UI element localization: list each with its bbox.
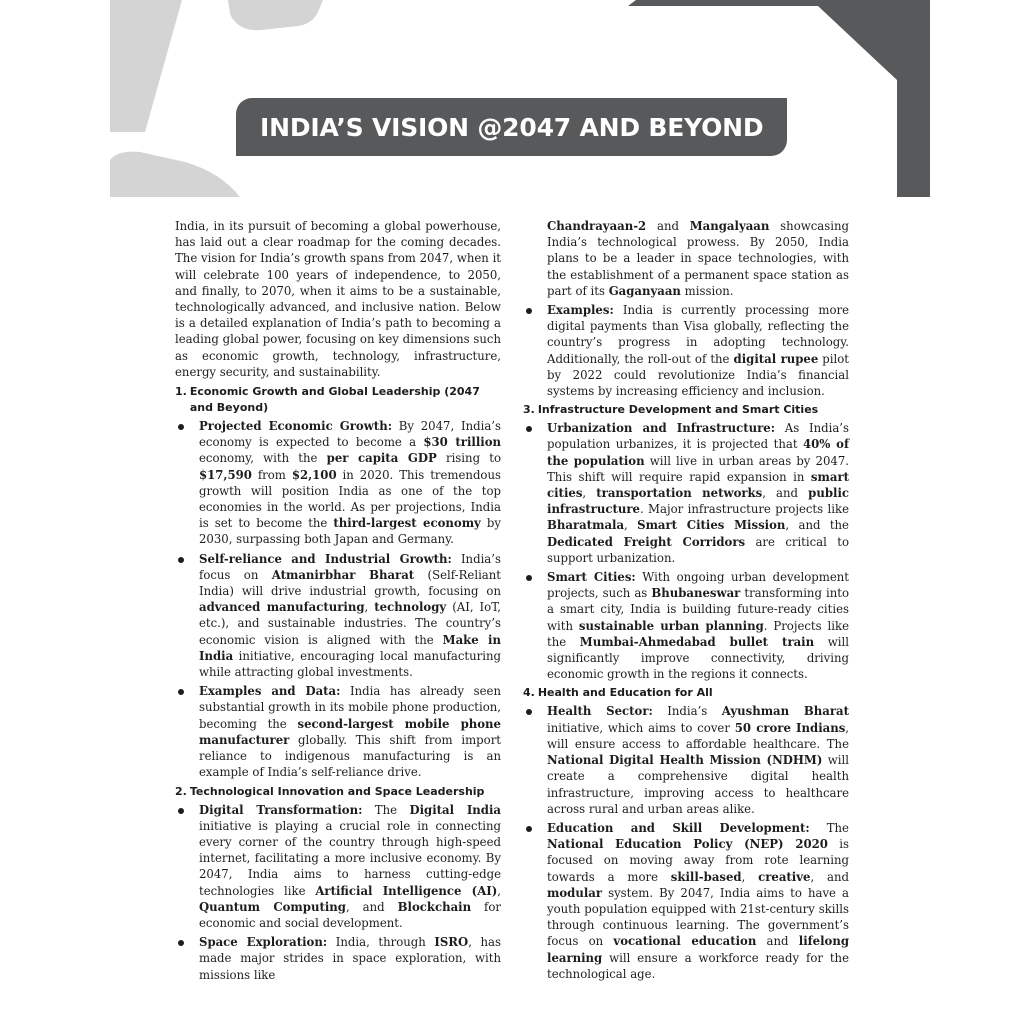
- section-heading-infrastructure: 3. Infrastructure Development and Smart Cities: [523, 403, 819, 417]
- left-column: [175, 218, 501, 986]
- list-item: Urbanization and Infrastructure: As India’s population urbanizes, it is projected that 40% of the population will live in urban areas by 2047. This shift will require rapid expansion in smart cities, transportation networks, and public infrastructure. Major infrastructure projects like Bharatmala, Smart Cities Mission, and the Dedicated Freight Corridors are critical to support urbanization.: [523, 420, 849, 566]
- list-item: Education and Skill Development: The National Education Policy (NEP) 2020 is focused on moving away from rote learning towards a more skill-based, creative, and modular system. By 2047, India aims to have a youth population equipped with 21st-century skills through continuous learning. The government’s focus on vocational education and lifelong learning will ensure a workforce ready for the technological age.: [523, 820, 849, 982]
- infrastructure-list: [523, 420, 849, 682]
- section-heading-health-education: 4. Health and Education for All: [523, 686, 713, 700]
- list-item: Self-reliance and Industrial Growth: India’s focus on Atmanirbhar Bharat (Self-Reliant India) will drive industrial growth, focusing on advanced manufacturing, technology (AI, IoT, etc.), and sustainable industries. The country’s economic vision is aligned with the Make in India initiative, encouraging local manufacturing while attracting global investments.: [175, 551, 501, 681]
- list-item-continued: Chandrayaan-2 and Mangalyaan showcasing India’s technological prowess. By 2050, India plans to be a leader in space technologies, with the establishment of a permanent space station as part of its Gaganyaan mission.: [547, 219, 849, 298]
- title-banner: [236, 98, 787, 156]
- page-title: INDIA’S VISION @2047 AND BEYOND: [260, 112, 764, 142]
- economic-growth-list: [175, 418, 501, 780]
- list-item: Health Sector: India’s Ayushman Bharat initiative, which aims to cover 50 crore Indians, will ensure access to affordable healthcare. The National Digital Health Mission (NDHM) will create a comprehensive digital health infrastructure, improving access to healthcare across rural and urban areas alike.: [523, 703, 849, 816]
- right-column: [523, 218, 849, 985]
- intro-paragraph: India, in its pursuit of becoming a global powerhouse, has laid out a clear roadmap for the coming decades. The vision for India’s growth spans from 2047, when it will celebrate 100 years of independence, to 2050, and finally, to 2070, when it aims to be a sustainable, technologically advanced, and inclusive nation. Below is a detailed explanation of India’s path to becoming a leading global power, focusing on key dimensions such as economic growth, technology, infrastructure, energy security, and sustainability.: [175, 219, 501, 379]
- section-heading-economic-growth: 1. Economic Growth and Global Leadership (2047 and Beyond): [175, 385, 480, 415]
- list-item: Smart Cities: With ongoing urban development projects, such as Bhubaneswar transforming into a smart city, India is building future-ready cities with sustainable urban planning. Projects like the Mumbai-Ahmedabad bullet train will significantly improve connectivity, driving economic growth in the regions it connects.: [523, 569, 849, 682]
- list-item: Examples: India is currently processing more digital payments than Visa globally, reflecting the country’s progress in adopting technology. Additionally, the roll-out of the digital rupee pilot by 2022 could revolutionize India’s financial systems by increasing efficiency and inclusion.: [523, 302, 849, 399]
- list-item: Projected Economic Growth: By 2047, India’s economy is expected to become a $30 trillion economy, with the per capita GDP rising to $17,590 from $2,100 in 2020. This tremendous growth will position India as one of the top economies in the world. As per projections, India is set to become the third-largest economy by 2030, surpassing both Japan and Germany.: [175, 418, 501, 548]
- technology-list-continued: [523, 218, 849, 399]
- health-education-list: [523, 703, 849, 981]
- list-item: Digital Transformation: The Digital India initiative is playing a crucial role in connecting every corner of the country through high-speed internet, facilitating a more inclusive economy. By 2047, India aims to harness cutting-edge technologies like Artificial Intelligence (AI), Quantum Computing, and Blockchain for economic and social development.: [175, 802, 501, 932]
- section-heading-technology: 2. Technological Innovation and Space Leadership: [175, 784, 485, 798]
- list-item: Examples and Data: India has already seen substantial growth in its mobile phone production, becoming the second-largest mobile phone manufacturer globally. This shift from import reliance to indigenous manufacturing is an example of India’s self-reliance drive.: [175, 683, 501, 780]
- list-item: Space Exploration: India, through ISRO, has made major strides in space exploration, with missions like: [175, 934, 501, 983]
- technology-list: [175, 802, 501, 983]
